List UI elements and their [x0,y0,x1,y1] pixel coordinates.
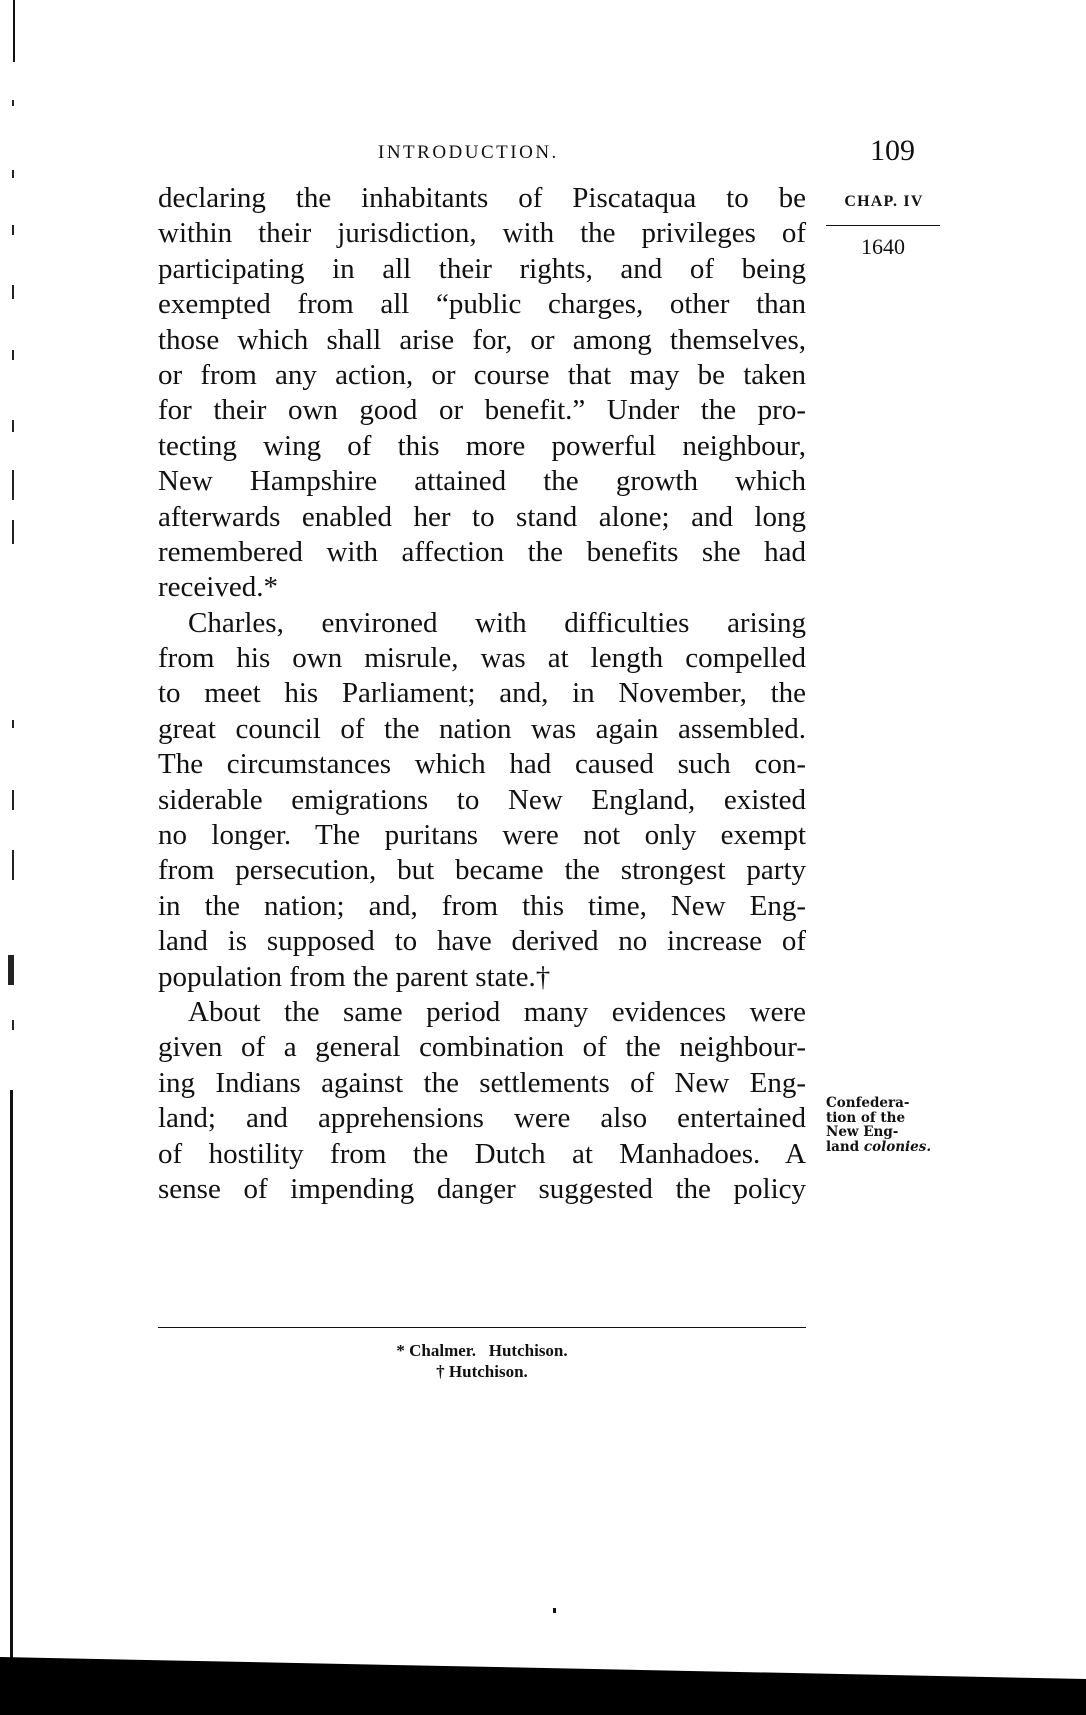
footnotes [158,1340,806,1382]
year-sidenote: 1640 [861,234,905,259]
sidenote-line: tion of the [826,1109,906,1126]
text-line: in the nation; and, from this time, New Eng- [158,889,806,922]
scan-edge-mark [12,170,14,178]
text-line: given of a general combination of the neighbour- [158,1031,806,1064]
text-line: within their jurisdiction, with the privileges of [158,217,806,250]
scan-edge-mark [12,285,14,299]
text-line: no longer. The puritans were not only exempt [158,819,806,852]
text-line: or from any action, or course that may be taken [158,358,806,391]
text-line: sense of impending danger suggested the policy [158,1172,806,1205]
scan-edge-line-top [13,0,15,62]
text-line: participating in all their rights, and of being [158,252,806,285]
text-line: afterwards enabled her to stand alone; and long [158,500,806,533]
footnote-rule [158,1327,806,1328]
footnote: † Hutchison. [436,1362,528,1381]
scan-edge-mark [12,790,14,810]
scan-edge-mark [8,955,14,985]
text-line: received.* [158,571,278,604]
scan-speck [553,1608,556,1613]
text-line: remembered with affection the benefits she had [158,535,806,568]
sidenote-line [826,1140,936,1155]
scan-edge-mark [12,470,14,500]
text-line: land; and apprehensions were also entertained [158,1102,806,1135]
scan-edge-mark [12,100,14,106]
scan-edge-mark [12,720,14,728]
scan-edge-mark [12,350,14,360]
text-line: great council of the nation was again assembled. [158,712,806,745]
text-line: exempted from all “public charges, other than [158,288,806,321]
text-line: declaring the inhabitants of Piscataqua to be [158,182,806,214]
footnote: * Chalmer. Hutchison. [396,1341,568,1360]
text-line: those which shall arise for, or among themselves, [158,323,806,356]
paragraph-start-line: Charles, environed with difficulties arising [188,606,806,639]
confederation-sidenote [826,1096,936,1154]
page-number: 109 [870,134,915,167]
paragraph-start-line: About the same period many evidences were [188,995,806,1028]
text-line: The circumstances which had caused such con- [158,748,806,781]
text-line: for their own good or benefit.” Under the pro- [158,394,806,427]
scan-edge-mark [12,1020,14,1030]
sidenote-line: Confedera- [826,1095,910,1111]
text-line: from his own misrule, was at length compelled [158,642,806,675]
text-line: from persecution, but became the strongest party [158,854,806,887]
text-line: siderable emigrations to New England, existed [158,783,806,816]
scan-edge-mark [12,520,14,544]
running-title: INTRODUCTION. [378,142,559,163]
text-line: New Hampshire attained the growth which [158,465,806,498]
text-line: population from the parent state.† [158,960,551,993]
text-line: land is supposed to have derived no increase of [158,925,806,958]
scan-bottom-shadow [0,1657,1086,1715]
sidenote-line: New Eng- [826,1124,899,1140]
sidenote-rule [826,225,940,226]
text-line: of hostility from the Dutch at Manhadoes. A [158,1137,806,1170]
scan-edge-mark [12,850,14,880]
scan-edge-mark [12,225,14,235]
chapter-sidenote: CHAP. IV [844,193,924,210]
body-text [158,181,806,1207]
text-line: tecting wing of this more powerful neighbour, [158,429,806,462]
sidenote-italic-text: colonies. [863,1138,932,1155]
text-line: ing Indians against the settlements of New Eng- [158,1066,806,1099]
sidenote-text: land [826,1138,864,1155]
text-line: to meet his Parliament; and, in November, the [158,677,806,710]
scan-edge-mark [12,420,14,432]
scan-edge-line-bottom [10,1090,13,1660]
